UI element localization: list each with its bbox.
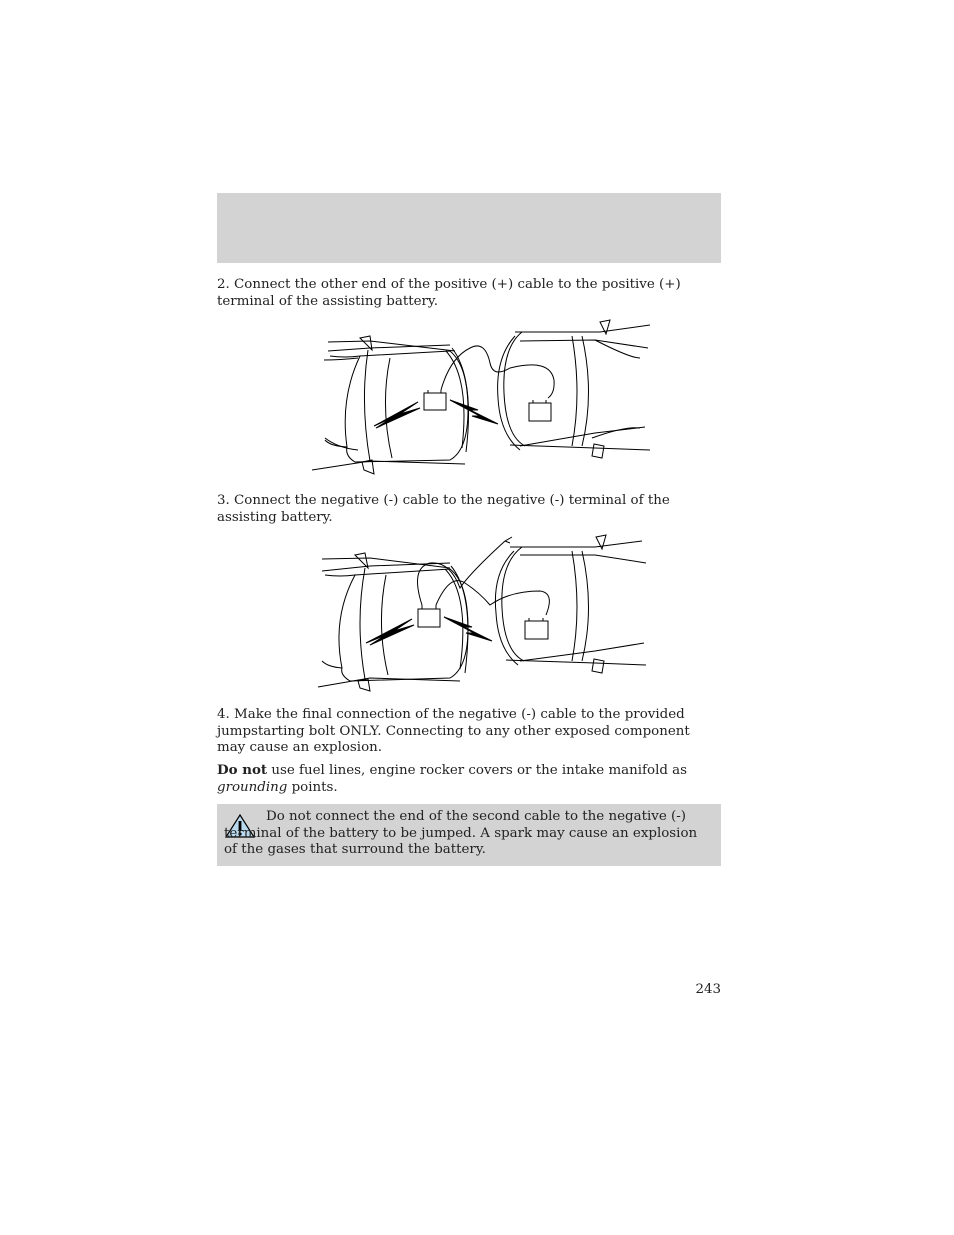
step-2-text: 2. Connect the other end of the positive (+) cable to the positive (+) terminal of the assisting battery. bbox=[217, 277, 681, 309]
warning-box bbox=[217, 804, 721, 866]
assisting-vehicle-outline bbox=[495, 535, 646, 673]
step-3-text: 3. Connect the negative (-) cable to the negative (-) terminal of the assisting battery. bbox=[217, 493, 670, 525]
warning-text: Do not connect the end of the second cable to the negative (-) terminal of the battery to be jumped. A spark may cause an explosion of the gases that surround the battery. bbox=[224, 809, 698, 857]
note-italic: grounding bbox=[217, 779, 288, 795]
disabled-vehicle-outline bbox=[318, 553, 468, 691]
negative-cable bbox=[436, 581, 549, 615]
note-text-1: use fuel lines, engine rocker covers or the intake manifold as bbox=[267, 763, 688, 778]
note-bold: Do not bbox=[217, 762, 268, 778]
section-header-band bbox=[217, 193, 721, 263]
battery-icon-disabled bbox=[424, 390, 446, 410]
battery-icon-assisting bbox=[529, 400, 551, 421]
assisting-vehicle-outline bbox=[498, 320, 650, 458]
note-text-2: points. bbox=[287, 779, 338, 795]
grounding-note bbox=[217, 762, 707, 796]
jumpstart-diagram-positive bbox=[310, 318, 655, 478]
jumpstart-diagram-negative bbox=[310, 533, 655, 693]
battery-icon-disabled bbox=[418, 605, 440, 627]
lightning-bolt-icon-right bbox=[450, 400, 498, 424]
step-4-text: 4. Make the final connection of the negative (-) cable to the provided jumpstarting bolt ONLY. Connecting to any other exposed component may cause an explosion. bbox=[217, 707, 690, 755]
battery-icon-assisting bbox=[525, 618, 548, 639]
page-number: 243 bbox=[695, 982, 721, 997]
negative-cable-to-bolt bbox=[418, 541, 506, 605]
lightning-bolt-icon-left bbox=[366, 619, 414, 645]
lightning-bolt-icon-left bbox=[374, 402, 420, 428]
